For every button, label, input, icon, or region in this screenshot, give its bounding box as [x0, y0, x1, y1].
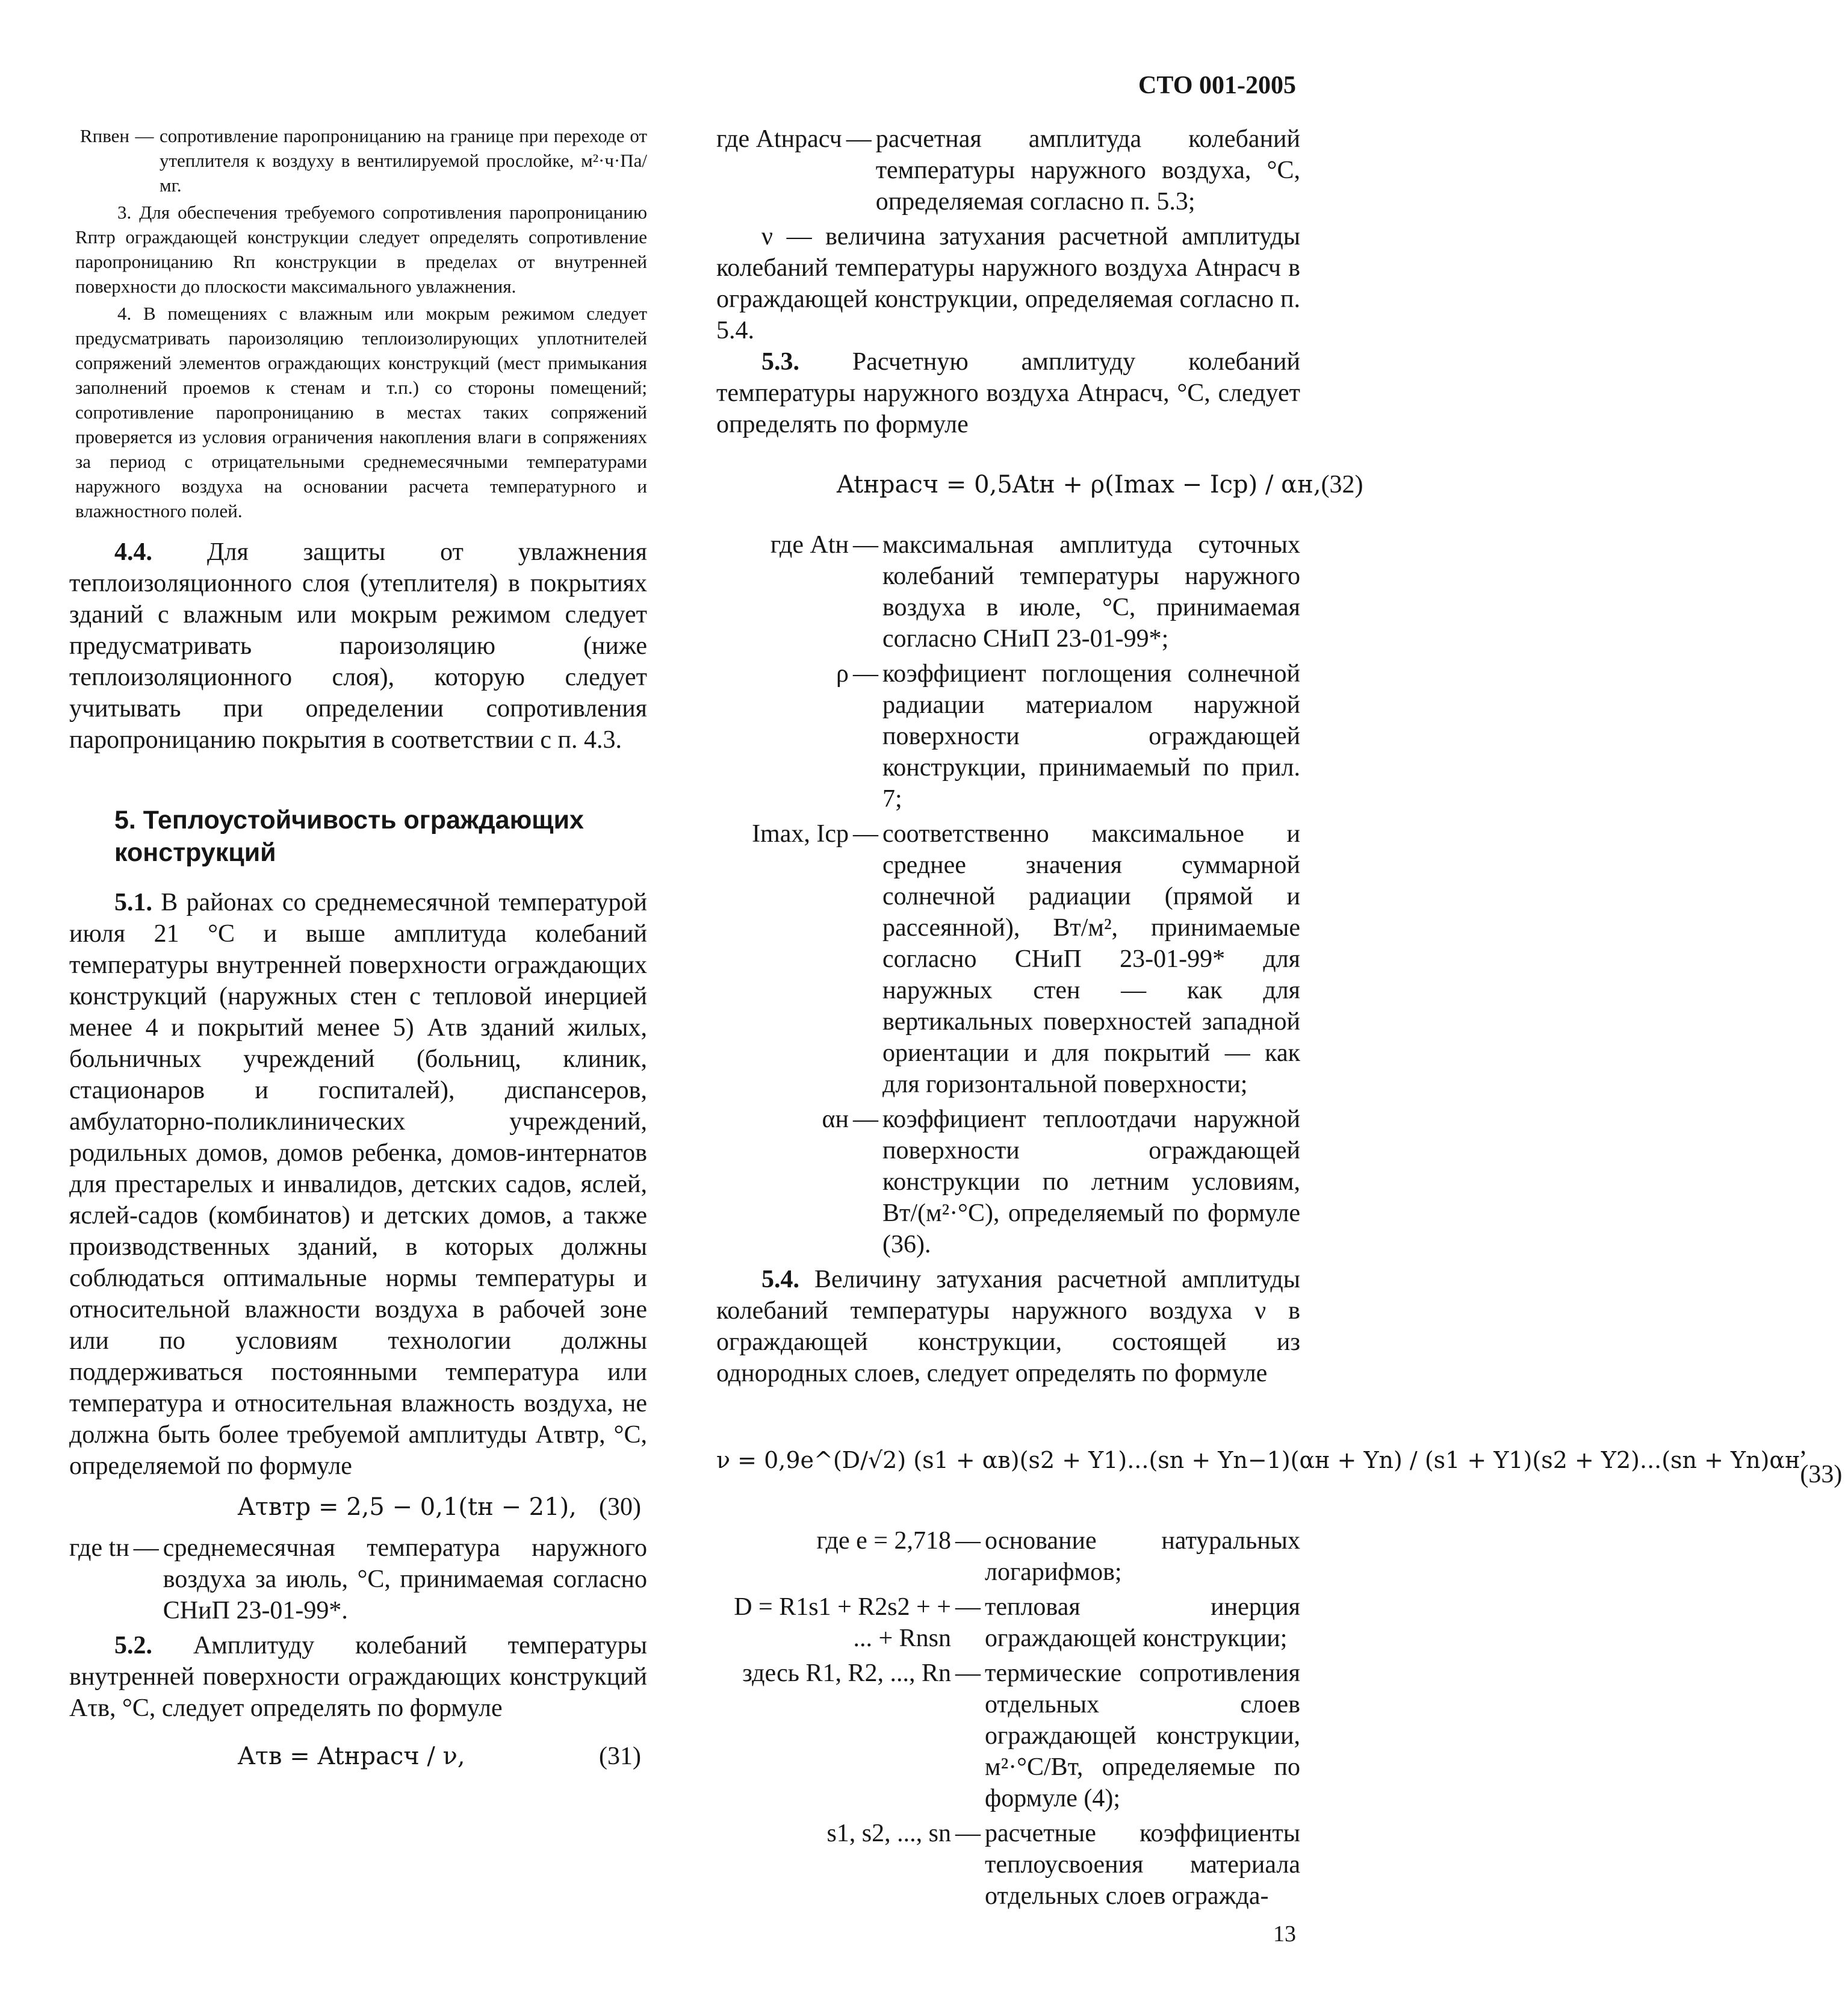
- definition-term: где tн: [69, 1534, 129, 1562]
- definition-row: [716, 658, 1300, 815]
- definition-row: [716, 818, 1300, 1100]
- definition-text: термические сопротивления отдельных слоев ограждающей конструкции, м²·°С/Вт, определяемые по формуле (4);: [985, 1659, 1300, 1812]
- formula-32-row: [716, 470, 1363, 499]
- definition-text: расчетная амплитуда колебаний температуры наружного воздуха, °С, определяемая согласно п. 5.3;: [875, 125, 1300, 216]
- equation-number: ,(33): [1800, 1432, 1843, 1488]
- clause-number: 5.4.: [761, 1266, 799, 1293]
- definition-row: [716, 1104, 1300, 1260]
- definition-a-rasch: [716, 123, 1300, 217]
- definition-term: ρ: [836, 660, 849, 688]
- definition-text: среднемесячная температура наружного воздуха за июль, °С, принимаемая согласно СНиП 23-01-99*.: [163, 1534, 647, 1624]
- definition-row: [716, 1658, 1300, 1814]
- definition-text: основание натуральных логарифмов;: [985, 1527, 1300, 1586]
- definition-row: [716, 1525, 1300, 1588]
- page-number: 13: [1273, 1921, 1296, 1947]
- formula-32: Atнрасч = 0,5Atн + ρ(Imax − Iср) / αн,: [837, 471, 1321, 499]
- left-column: [69, 123, 647, 1782]
- formula-33: ν = 0,9e^(D/√2) (s1 + αв)(s2 + Y1)...(sn + Yn−1)(αн + Yn) / (s1 + Y1)(s2 + Y2)...(sn + Yn)αн: [716, 1447, 1800, 1473]
- clause-number: 5.3.: [761, 348, 799, 376]
- note-definition: [75, 123, 647, 197]
- definition-term: где Atнрасч: [716, 125, 842, 153]
- right-column: [716, 123, 1843, 1915]
- definition-tn: [69, 1532, 647, 1626]
- dash: —: [135, 125, 154, 146]
- dash: —: [853, 531, 878, 559]
- definition-text: тепловая инерция ограждающей конструкции;: [985, 1593, 1300, 1652]
- note-3: 3. Для обеспечения требуемого сопротивления паропроницанию Rптр ограждающей конструкции следует определять сопротивление паропроницанию Rп конструкции в пределах от внутренней поверхности до плоскости максимального увлажнения.: [75, 202, 647, 297]
- paragraph-5-4: [716, 1264, 1300, 1389]
- dash: —: [846, 125, 872, 153]
- dash: —: [853, 660, 878, 688]
- definition-text: расчетные коэффициенты теплоусвоения материала отдельных слоев огражда-: [985, 1820, 1300, 1910]
- notes-block: [75, 123, 647, 523]
- clause-text: В районах со среднемесячной температурой июля 21 °С и выше амплитуда колебаний температуры внутренней поверхности ограждающих конструкций (наружных стен с тепловой инерцией менее 4 и покрытий менее 5) Aτв зданий жилых, больничных учреждений (больниц, клиник, стационаров и госпиталей), диспансеров, амбулаторно-поликлинических учреждений, родильных домов, домов ребенка, домов-интернатов для престарелых и инвалидов, детских садов, яслей, яслей-садов (комбинатов) и детских домов, а также производственных зданий, в которых должны соблюдаться оптимальные нормы температуры и относительной влажности воздуха в рабочей зоне или по условиям технологии должны поддерживаться постоянными температура или температура и относительная влажность воздуха, не должна быть более требуемой амплитуды Aτвтр, °С, определяемой по формуле: [69, 889, 647, 1480]
- document-code: СТО 001-2005: [1138, 72, 1296, 99]
- dash: —: [853, 820, 878, 848]
- definition-text: коэффициент теплоотдачи наружной поверхности ограждающей конструкции по летним условиям, Вт/(м²·°С), определяемый по формуле (36).: [882, 1105, 1300, 1258]
- dash: —: [955, 1820, 981, 1847]
- clause-number: 5.1.: [114, 889, 152, 916]
- formula-31: Aτв = Atнрасч / ν,: [238, 1743, 465, 1770]
- note-term: Rпвен: [79, 125, 129, 146]
- dash: —: [133, 1534, 159, 1562]
- formula-33-row: [716, 1431, 1843, 1489]
- section-heading: 5. Теплоустойчивость ограждающих конструкций: [114, 806, 584, 867]
- dash: —: [955, 1659, 981, 1687]
- formula-30-row: [69, 1493, 647, 1522]
- equation-number: (32): [1321, 471, 1363, 499]
- definitions-33: [716, 1525, 1300, 1915]
- paragraph-5-3: [716, 346, 1300, 440]
- definition-nu-text: ν — величина затухания расчетной амплитуды колебаний температуры наружного воздуха Atнрасч в ограждающей конструкции, определяемая согласно п. 5.4.: [716, 223, 1300, 344]
- clause-text: Расчетную амплитуду колебаний температуры наружного воздуха Atнрасч, °С, следует определять по формуле: [716, 348, 1300, 438]
- clause-number: 5.2.: [114, 1632, 152, 1659]
- definition-term: Imax, Iср: [752, 820, 849, 848]
- formula-30: Aτвтр = 2,5 − 0,1(tн − 21),: [238, 1493, 577, 1521]
- equation-number: (30): [599, 1493, 641, 1521]
- paragraph-5-2: [69, 1630, 647, 1724]
- note-text: сопротивление паропроницанию на границе при переходе от утеплителя к воздуху в вентилируемой прослойке, м²·ч·Па/мг.: [160, 125, 647, 196]
- note-4: 4. В помещениях с влажным или мокрым режимом следует предусматривать пароизоляцию теплоизолирующих уплотнителей сопряжений элементов ограждающих конструкций (мест примыкания заполнений проемов к стенам и т.п.) со стороны помещений; сопротивление паропроницанию в местах таких сопряжений проверяется из условия ограничения накопления влаги в сопряжениях за период с отрицательными среднемесячными температурами наружного воздуха на основании расчета температурного и влажностного полей.: [75, 303, 647, 521]
- definition-term: D = R1s1 + R2s2 + + ... + Rnsn: [734, 1593, 951, 1652]
- definition-row: [716, 1591, 1300, 1654]
- definition-term: αн: [822, 1105, 849, 1133]
- paragraph-5-1: [69, 887, 647, 1482]
- clause-text: Амплитуду колебаний температуры внутренней поверхности ограждающих конструкций Aτв, °С, следует определять по формуле: [69, 1632, 647, 1722]
- definitions-32: [716, 529, 1300, 1264]
- definition-nu: [716, 221, 1300, 346]
- clause-text: Величину затухания расчетной амплитуды колебаний температуры наружного воздуха ν в ограждающей конструкции, состоящей из однородных слоев, следует определять по формуле: [716, 1266, 1300, 1387]
- clause-number: 4.4.: [114, 538, 152, 566]
- dash: —: [955, 1527, 981, 1555]
- definition-text: коэффициент поглощения солнечной радиации материалом наружной поверхности ограждающей конструкции, принимаемый по прил. 7;: [882, 660, 1300, 813]
- definition-text: максимальная амплитуда суточных колебаний температуры наружного воздуха в июле, °С, принимаемая согласно СНиП 23-01-99*;: [882, 531, 1300, 653]
- definition-row: [716, 529, 1300, 654]
- definition-term: где e = 2,718: [816, 1527, 951, 1555]
- definition-row: [716, 1818, 1300, 1912]
- formula-31-row: [69, 1742, 647, 1771]
- dash: —: [955, 1593, 981, 1621]
- definition-text: соответственно максимальное и среднее значения суммарной солнечной радиации (прямой и рассеянной), Вт/м², принимаемые согласно СНиП 23-01-99* для наружных стен — как для вертикальных поверхностей западной ориентации и для покрытий — как для горизонтальной поверхности;: [882, 820, 1300, 1098]
- definition-term: s1, s2, ..., sn: [826, 1820, 951, 1847]
- clause-text: Для защиты от увлажнения теплоизоляционного слоя (утеплителя) в покрытиях зданий с влажным или мокрым режимом следует предусматривать пароизоляцию (ниже теплоизоляционного слоя), которую следует учитывать при определении сопротивления паропроницанию покрытия в соответствии с п. 4.3.: [69, 538, 647, 754]
- definition-term: где Atн: [770, 531, 849, 559]
- paragraph-4-4: [69, 536, 647, 756]
- definition-term: здесь R1, R2, ..., Rn: [742, 1659, 951, 1687]
- equation-number: (31): [599, 1743, 641, 1770]
- dash: —: [853, 1105, 878, 1133]
